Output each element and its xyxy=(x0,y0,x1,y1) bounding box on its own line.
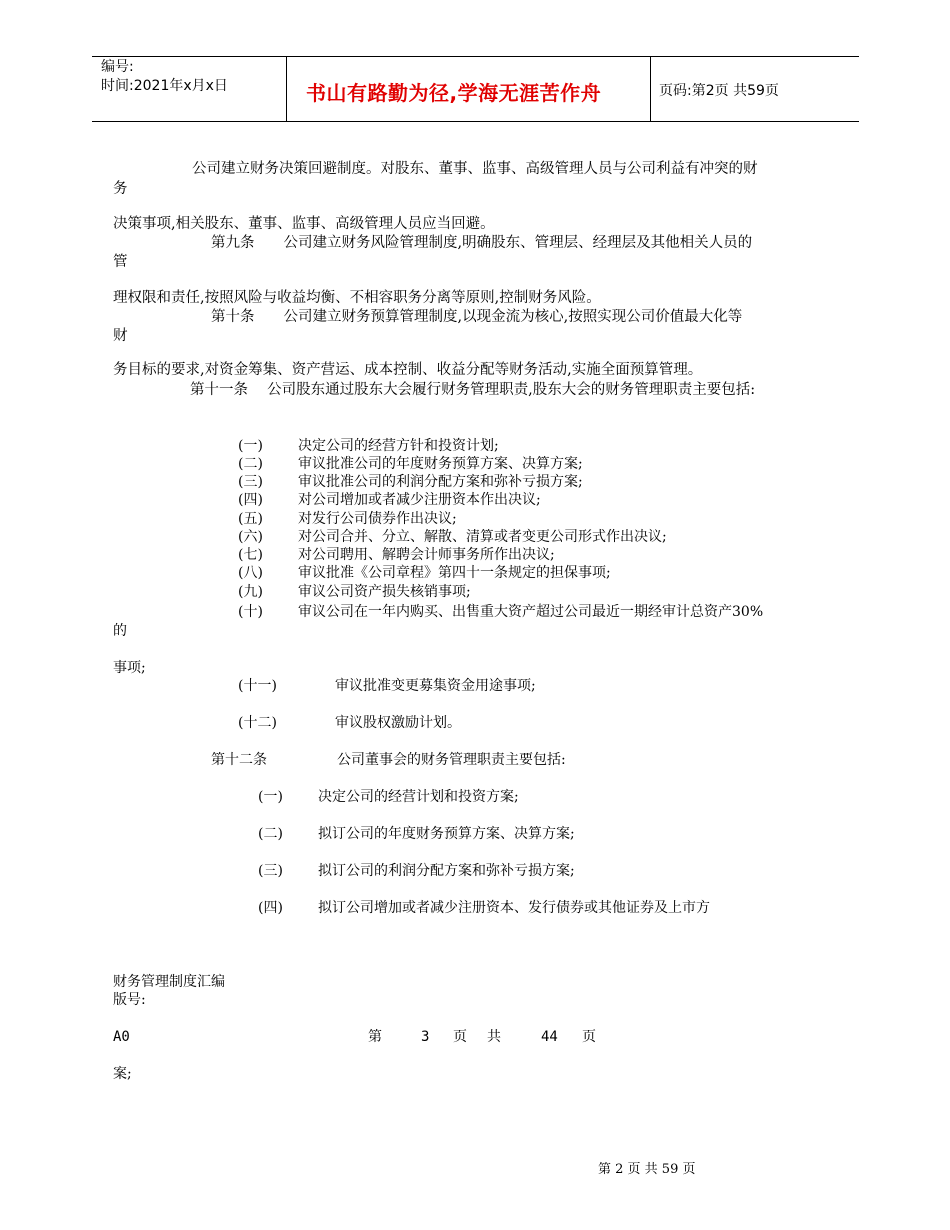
doc-footer-page-di: 第 xyxy=(368,1029,382,1045)
article-12-item-3-num: (三) xyxy=(258,863,283,879)
page-footer: 第 2 页 共 59 页 xyxy=(598,1162,696,1177)
header-number-label: 编号: xyxy=(101,59,134,75)
article-12-heading-num: 第十二条 xyxy=(211,752,267,768)
article-11-item-4-text: 对公司增加或者减少注册资本作出决议; xyxy=(298,492,541,508)
article-12-item-2-num: (二) xyxy=(258,826,283,842)
header-motto: 书山有路勤为径,学海无涯苦作舟 xyxy=(306,81,602,105)
paragraph-1-wrap: 务 xyxy=(113,181,128,197)
doc-footer-version-label: 版号: xyxy=(113,992,146,1008)
article-12-heading-text: 公司董事会的财务管理职责主要包括: xyxy=(337,752,566,768)
article-12-item-1-text: 决定公司的经营计划和投资方案; xyxy=(318,789,519,805)
article-11-item-11-num: (十一) xyxy=(238,678,277,694)
article-11-item-12-num: (十二) xyxy=(238,715,277,731)
doc-footer-trailing: 案; xyxy=(113,1066,132,1082)
article-9-cont: 理权限和责任,按照风险与收益均衡、不相容职务分离等原则,控制财务风险。 xyxy=(113,290,601,306)
header-divider-left xyxy=(286,56,287,121)
article-11-item-3-text: 审议批准公司的利润分配方案和弥补亏损方案; xyxy=(298,474,583,490)
header-bottom-rule xyxy=(92,121,859,122)
article-11-item-11-text: 审议批准变更募集资金用途事项; xyxy=(335,678,536,694)
article-11-item-6-text: 对公司合并、分立、解散、清算或者变更公司形式作出决议; xyxy=(298,529,667,545)
article-11-item-2-num: (二) xyxy=(238,456,263,472)
article-11-item-8-text: 审议批准《公司章程》第四十一条规定的担保事项; xyxy=(298,565,611,581)
header-divider-right xyxy=(650,56,651,121)
article-12-item-1-num: (一) xyxy=(258,789,283,805)
doc-footer-title: 财务管理制度汇编 xyxy=(113,974,225,990)
doc-footer-page-ye2: 页 xyxy=(582,1029,596,1045)
article-11-item-8-num: (八) xyxy=(238,565,263,581)
article-11-item-5-num: (五) xyxy=(238,511,263,527)
doc-footer-page-num: 3 xyxy=(421,1029,430,1045)
doc-footer-page-total: 44 xyxy=(541,1029,558,1045)
article-12-item-4-text: 拟订公司增加或者减少注册资本、发行债券或其他证券及上市方 xyxy=(318,900,710,916)
header-page-code: 页码:第2页 共59页 xyxy=(659,83,779,99)
article-11-item-10-text: 审议公司在一年内购买、出售重大资产超过公司最近一期经审计总资产30% xyxy=(298,604,764,620)
doc-footer-page-ye: 页 xyxy=(453,1029,467,1045)
article-11-heading: 第十一条 公司股东通过股东大会履行财务管理职责,股东大会的财务管理职责主要包括: xyxy=(190,382,756,398)
article-9-lead: 第九条 公司建立财务风险管理制度,明确股东、管理层、经理层及其他相关人员的 xyxy=(211,235,753,251)
header-top-rule xyxy=(92,56,859,57)
article-11-item-5-text: 对发行公司债券作出决议; xyxy=(298,511,457,527)
article-11-item-1-text: 决定公司的经营方针和投资计划; xyxy=(298,438,499,454)
article-10-wrap: 财 xyxy=(113,328,128,344)
article-12-item-2-text: 拟订公司的年度财务预算方案、决算方案; xyxy=(318,826,575,842)
article-10-cont: 务目标的要求,对资金筹集、资产营运、成本控制、收益分配等财务活动,实施全面预算管理。 xyxy=(113,362,703,378)
article-11-item-1-num: (一) xyxy=(238,438,263,454)
article-11-item-10-wrap: 的 xyxy=(113,623,127,639)
article-12-item-3-text: 拟订公司的利润分配方案和弥补亏损方案; xyxy=(318,863,575,879)
article-11-item-10-num: (十) xyxy=(238,604,263,620)
article-11-item-4-num: (四) xyxy=(238,492,263,508)
article-11-item-2-text: 审议批准公司的年度财务预算方案、决算方案; xyxy=(298,456,583,472)
article-11-item-7-text: 对公司聘用、解聘会计师事务所作出决议; xyxy=(298,547,555,563)
paragraph-1-cont: 决策事项,相关股东、董事、监事、高级管理人员应当回避。 xyxy=(113,216,495,232)
article-11-item-9-num: (九) xyxy=(238,584,263,600)
article-11-item-12-text: 审议股权激励计划。 xyxy=(335,715,461,731)
article-11-item-6-num: (六) xyxy=(238,529,263,545)
article-11-item-9-text: 审议公司资产损失核销事项; xyxy=(298,584,471,600)
doc-footer-page-gong: 共 xyxy=(487,1029,501,1045)
article-11-item-10-cont: 事项; xyxy=(113,660,146,676)
article-9-wrap: 管 xyxy=(113,254,128,270)
paragraph-1-lead: 公司建立财务决策回避制度。对股东、董事、监事、高级管理人员与公司利益有冲突的财 xyxy=(192,161,758,177)
article-12-item-4-num: (四) xyxy=(258,900,283,916)
article-11-item-7-num: (七) xyxy=(238,547,263,563)
doc-footer-version-value: A0 xyxy=(113,1029,130,1045)
header-time-label: 时间:2021年x月x日 xyxy=(101,78,228,94)
article-10-lead: 第十条 公司建立财务预算管理制度,以现金流为核心,按照实现公司价值最大化等 xyxy=(211,309,743,325)
article-11-item-3-num: (三) xyxy=(238,474,263,490)
